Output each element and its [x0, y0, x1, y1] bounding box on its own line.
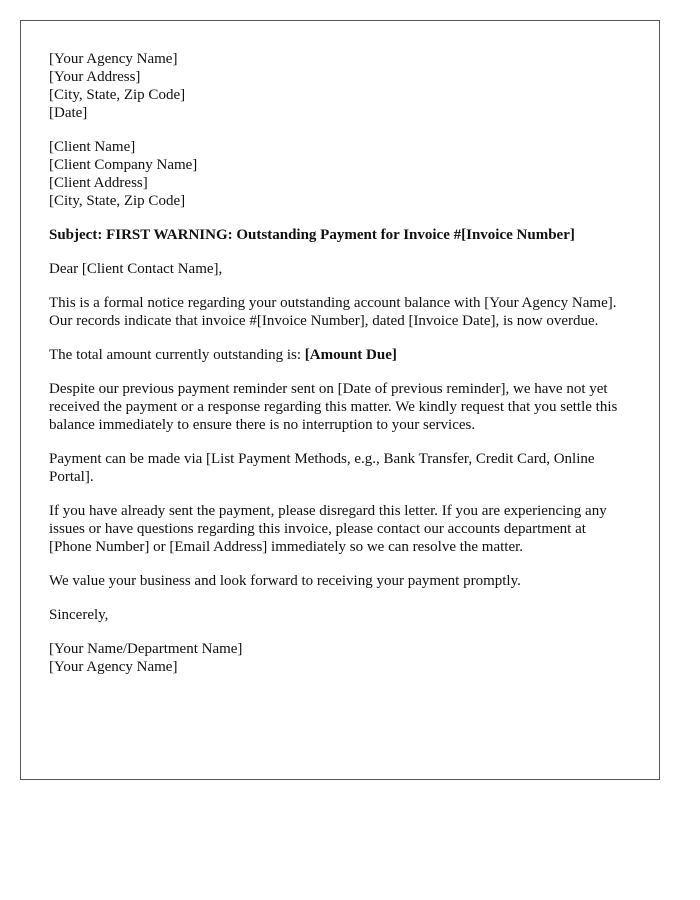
- sender-agency-name: [Your Agency Name]: [49, 51, 178, 67]
- body-paragraph-payment-methods: Payment can be made via [List Payment Methods, e.g., Bank Transfer, Credit Card, Online Portal].: [49, 451, 595, 485]
- sender-address-block: [49, 50, 631, 122]
- signature-agency-name: [Your Agency Name]: [49, 659, 178, 675]
- closing: Sincerely,: [49, 607, 109, 623]
- amount-due-value: [Amount Due]: [304, 347, 397, 363]
- sender-city-state-zip: [City, State, Zip Code]: [49, 87, 186, 103]
- recipient-client-name: [Client Name]: [49, 139, 136, 155]
- letter-page: [20, 20, 660, 780]
- body-paragraph-notice: This is a formal notice regarding your outstanding account balance with [Your Agency Name]. Our records indicate that invoice #[Invoice Number], dated [Invoice Date], is now overdue.: [49, 295, 617, 329]
- signature-name-department: [Your Name/Department Name]: [49, 641, 243, 657]
- body-paragraph-contact: If you have already sent the payment, please disregard this letter. If you are experiencing any issues or have questions regarding this invoice, please contact our accounts department at [Phone Number] or [Email Address] immediately so we can resolve the matter.: [49, 503, 607, 555]
- signature-block: [49, 640, 631, 676]
- recipient-company-name: [Client Company Name]: [49, 157, 198, 173]
- salutation: Dear [Client Contact Name],: [49, 261, 223, 277]
- subject-line: Subject: FIRST WARNING: Outstanding Payment for Invoice #[Invoice Number]: [49, 227, 575, 243]
- recipient-address-block: [49, 138, 631, 210]
- letter-date: [Date]: [49, 105, 88, 121]
- body-paragraph-closing-remark: We value your business and look forward to receiving your payment promptly.: [49, 573, 521, 589]
- body-paragraph-reminder: Despite our previous payment reminder sent on [Date of previous reminder], we have not yet received the payment or a response regarding this matter. We kindly request that you settle this balance immediately to ensure there is no interruption to your services.: [49, 381, 618, 433]
- recipient-address: [Client Address]: [49, 175, 148, 191]
- recipient-city-state-zip: [City, State, Zip Code]: [49, 193, 186, 209]
- body-paragraph-amount: [49, 346, 631, 364]
- amount-prefix: The total amount currently outstanding is:: [49, 347, 305, 363]
- sender-address: [Your Address]: [49, 69, 141, 85]
